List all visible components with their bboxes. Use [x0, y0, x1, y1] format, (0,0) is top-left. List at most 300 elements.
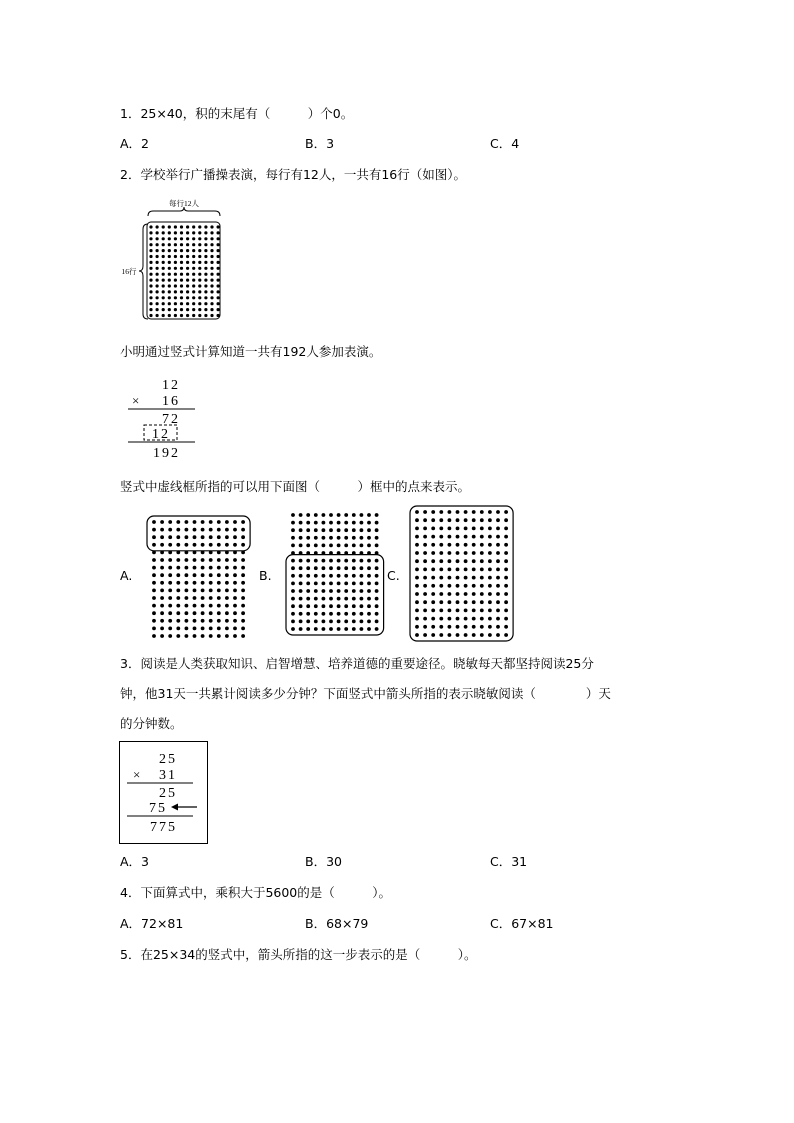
dot: [299, 521, 303, 525]
dot: [168, 611, 172, 615]
dot: [193, 581, 197, 585]
dot: [217, 535, 221, 539]
dot: [152, 596, 156, 600]
dot: [152, 566, 156, 570]
dot: [241, 634, 245, 638]
dot: [448, 535, 452, 539]
q1-option-c: C．4: [490, 136, 520, 151]
dot: [337, 559, 341, 563]
dot: [375, 574, 379, 578]
dot: [464, 535, 468, 539]
dot: [225, 604, 229, 608]
dot: [375, 620, 379, 624]
dot: [176, 596, 180, 600]
dot: [168, 255, 171, 258]
dot: [186, 249, 189, 252]
dot: [299, 513, 303, 517]
dot: [367, 589, 371, 593]
dot: [174, 267, 177, 270]
dot: [176, 589, 180, 593]
dot: [174, 284, 177, 287]
highlight-box: [410, 506, 513, 641]
dot: [360, 536, 364, 540]
dot: [504, 568, 508, 572]
dot: [201, 573, 205, 577]
dot: [352, 589, 356, 593]
dot: [360, 521, 364, 525]
dot: [472, 518, 476, 522]
dot: [233, 634, 237, 638]
dot: [152, 535, 156, 539]
dot: [174, 243, 177, 246]
dot: [360, 582, 364, 586]
dot: [193, 520, 197, 524]
dot: [344, 544, 348, 548]
dot: [160, 581, 164, 585]
dot: [329, 559, 333, 563]
dot: [423, 592, 427, 596]
dot: [329, 528, 333, 532]
dot: [496, 633, 500, 637]
dot: [360, 544, 364, 548]
dot: [488, 633, 492, 637]
dot: [360, 528, 364, 532]
dot: [375, 536, 379, 540]
dot: [329, 620, 333, 624]
arith-partial-1: 25: [159, 786, 177, 801]
dot: [439, 600, 443, 604]
dot: [299, 559, 303, 563]
dot: [496, 617, 500, 621]
dot: [168, 558, 172, 562]
dot: [201, 604, 205, 608]
dot: [217, 267, 220, 270]
dot: [367, 544, 371, 548]
dot: [168, 634, 172, 638]
dot: [185, 581, 189, 585]
dot: [480, 617, 484, 621]
dot: [439, 527, 443, 531]
dot: [225, 589, 229, 593]
dot: [306, 627, 310, 631]
dot: [480, 551, 484, 555]
dot: [185, 619, 189, 623]
q1-option-b: B．3: [305, 136, 335, 151]
dot: [488, 551, 492, 555]
dot: [149, 231, 152, 234]
dot: [210, 308, 213, 311]
dot: [217, 573, 221, 577]
dot: [480, 510, 484, 514]
dot: [423, 625, 427, 629]
dot: [210, 279, 213, 282]
dot: [415, 609, 419, 613]
dot: [504, 559, 508, 563]
dot: [431, 568, 435, 572]
dot: [233, 611, 237, 615]
dot: [352, 604, 356, 608]
q2-choice-b-figure: [284, 507, 388, 637]
dot: [149, 273, 152, 276]
dot: [204, 314, 207, 317]
dot: [464, 592, 468, 596]
dot: [504, 576, 508, 580]
dot: [344, 528, 348, 532]
dot: [193, 535, 197, 539]
dot: [162, 290, 165, 293]
dot: [185, 566, 189, 570]
dot: [168, 284, 171, 287]
dot: [160, 573, 164, 577]
dot: [156, 290, 159, 293]
dot: [204, 290, 207, 293]
dot: [488, 625, 492, 629]
dot: [423, 633, 427, 637]
dot: [344, 620, 348, 624]
dot: [472, 584, 476, 588]
dot: [192, 279, 195, 282]
dot: [217, 284, 220, 287]
dot: [198, 308, 201, 311]
dot: [192, 308, 195, 311]
dot: [152, 520, 156, 524]
dot: [352, 574, 356, 578]
q4-option-a: A．72×81: [120, 916, 184, 931]
dot: [375, 528, 379, 532]
dot: [344, 559, 348, 563]
dot: [456, 535, 460, 539]
dot: [149, 314, 152, 317]
arith-result: 775: [150, 820, 177, 835]
dot: [198, 243, 201, 246]
dot: [198, 267, 201, 270]
dot: [464, 527, 468, 531]
q3-vertical-multiplication: [119, 741, 209, 849]
dot: [439, 510, 443, 514]
dot: [174, 290, 177, 293]
dot: [174, 237, 177, 240]
dot: [241, 573, 245, 577]
dot: [176, 634, 180, 638]
dot: [210, 290, 213, 293]
dot: [480, 609, 484, 613]
dot: [152, 589, 156, 593]
dot: [337, 582, 341, 586]
dot: [225, 611, 229, 615]
dot: [431, 592, 435, 596]
q2-choice-a-figure: [145, 512, 253, 642]
q2-stem: 2．学校举行广播操表演，每行有12人，一共有16行（如图）。: [120, 167, 467, 182]
dot: [415, 518, 419, 522]
dot: [241, 627, 245, 631]
dot: [415, 600, 419, 604]
dot: [291, 627, 295, 631]
q3-option-b: B．30: [305, 854, 342, 869]
dot: [306, 513, 310, 517]
dot: [472, 510, 476, 514]
dot: [496, 592, 500, 596]
dot: [225, 543, 229, 547]
dot: [156, 302, 159, 305]
dot: [192, 302, 195, 305]
dot: [168, 290, 171, 293]
dot: [209, 619, 213, 623]
dot: [299, 597, 303, 601]
dot: [504, 535, 508, 539]
dot: [198, 249, 201, 252]
dot: [192, 243, 195, 246]
dot: [314, 604, 318, 608]
dot: [156, 249, 159, 252]
dot: [168, 520, 172, 524]
dot: [198, 302, 201, 305]
dot: [186, 314, 189, 317]
dot: [185, 589, 189, 593]
dot: [352, 544, 356, 548]
dot: [180, 225, 183, 228]
dot: [149, 243, 152, 246]
dot: [174, 302, 177, 305]
dot: [176, 604, 180, 608]
dot: [344, 582, 348, 586]
top-brace: [148, 207, 220, 216]
dot: [464, 609, 468, 613]
dot: [209, 566, 213, 570]
dot: [162, 249, 165, 252]
dot: [448, 543, 452, 547]
dot: [210, 225, 213, 228]
dot: [241, 566, 245, 570]
dot: [241, 619, 245, 623]
dot: [322, 559, 326, 563]
dot: [480, 559, 484, 563]
dot: [156, 273, 159, 276]
dot: [209, 604, 213, 608]
dot: [217, 279, 220, 282]
dot: [423, 510, 427, 514]
dot: [168, 267, 171, 270]
dot: [168, 237, 171, 240]
dot: [456, 510, 460, 514]
dot: [193, 627, 197, 631]
dot: [431, 633, 435, 637]
dot: [504, 510, 508, 514]
arith-operator: ×: [133, 767, 141, 782]
dot: [322, 574, 326, 578]
dot: [415, 527, 419, 531]
dot: [496, 568, 500, 572]
dot: [193, 558, 197, 562]
dot: [185, 596, 189, 600]
dot: [160, 596, 164, 600]
dot: [439, 543, 443, 547]
dot: [217, 302, 220, 305]
dot: [225, 520, 229, 524]
dot: [180, 308, 183, 311]
dot: [464, 551, 468, 555]
dot: [456, 527, 460, 531]
dot: [168, 296, 171, 299]
dot: [504, 592, 508, 596]
dot: [367, 566, 371, 570]
dot: [176, 581, 180, 585]
dot: [241, 558, 245, 562]
dot: [431, 535, 435, 539]
dot: [360, 627, 364, 631]
dot: [176, 520, 180, 524]
dot: [168, 302, 171, 305]
dot: [193, 528, 197, 532]
q3-line3: 的分钟数。: [120, 716, 183, 731]
dot: [360, 513, 364, 517]
dot: [291, 559, 295, 563]
dot: [488, 543, 492, 547]
dot: [233, 581, 237, 585]
dot: [480, 576, 484, 580]
dot: [456, 617, 460, 621]
arith-multiplier: 31: [159, 768, 177, 783]
dot: [162, 261, 165, 264]
dot: [241, 543, 245, 547]
dot: [299, 620, 303, 624]
dot: [329, 513, 333, 517]
dot: [168, 279, 171, 282]
dot: [464, 543, 468, 547]
dot: [198, 231, 201, 234]
dot: [233, 535, 237, 539]
dot: [337, 597, 341, 601]
dot: [344, 597, 348, 601]
dot: [472, 535, 476, 539]
dot: [192, 267, 195, 270]
dot: [156, 237, 159, 240]
dot: [160, 634, 164, 638]
dot: [352, 566, 356, 570]
dot: [168, 589, 172, 593]
dot: [360, 574, 364, 578]
dot: [439, 584, 443, 588]
dot: [367, 604, 371, 608]
dot: [291, 589, 295, 593]
dot: [204, 255, 207, 258]
dot: [156, 243, 159, 246]
dot: [210, 231, 213, 234]
dot: [149, 225, 152, 228]
dot: [464, 600, 468, 604]
dot: [180, 302, 183, 305]
dot: [456, 633, 460, 637]
dot: [156, 284, 159, 287]
dot: [423, 543, 427, 547]
dot: [322, 597, 326, 601]
dot: [156, 261, 159, 264]
dot: [241, 520, 245, 524]
dot: [456, 625, 460, 629]
dot: [488, 568, 492, 572]
dot: [344, 536, 348, 540]
dot: [456, 609, 460, 613]
dot: [344, 589, 348, 593]
dot: [217, 611, 221, 615]
dot: [233, 528, 237, 532]
dot: [314, 566, 318, 570]
dot: [217, 314, 220, 317]
dot: [488, 609, 492, 613]
dot: [480, 625, 484, 629]
dot: [233, 520, 237, 524]
dot: [201, 581, 205, 585]
dot: [168, 543, 172, 547]
dot: [156, 314, 159, 317]
dot: [217, 296, 220, 299]
dot: [367, 620, 371, 624]
dot: [488, 518, 492, 522]
dot: [299, 566, 303, 570]
dot: [152, 573, 156, 577]
dot: [176, 573, 180, 577]
dot: [174, 314, 177, 317]
dot: [344, 604, 348, 608]
dot: [168, 596, 172, 600]
dot: [217, 520, 221, 524]
q3-option-c: C．31: [490, 854, 528, 869]
dot: [186, 255, 189, 258]
dot: [431, 518, 435, 522]
dot: [448, 633, 452, 637]
dot: [360, 597, 364, 601]
dot: [456, 600, 460, 604]
dot: [423, 576, 427, 580]
dot: [367, 582, 371, 586]
dot: [306, 589, 310, 593]
dot: [225, 627, 229, 631]
dot: [291, 582, 295, 586]
dot: [344, 612, 348, 616]
dot: [314, 597, 318, 601]
dot: [360, 589, 364, 593]
dot: [488, 527, 492, 531]
dot: [480, 527, 484, 531]
dot: [186, 290, 189, 293]
dot: [329, 521, 333, 525]
dot: [233, 573, 237, 577]
dot: [423, 518, 427, 522]
dot: [198, 273, 201, 276]
dot: [367, 574, 371, 578]
dot: [337, 574, 341, 578]
dot: [306, 536, 310, 540]
dot: [431, 617, 435, 621]
dot: [504, 543, 508, 547]
dot: [360, 612, 364, 616]
dot: [456, 518, 460, 522]
dot: [192, 314, 195, 317]
dot: [198, 225, 201, 228]
dot: [156, 231, 159, 234]
dot: [185, 634, 189, 638]
dot: [198, 255, 201, 258]
dot: [209, 543, 213, 547]
dot: [488, 592, 492, 596]
dot: [209, 520, 213, 524]
dot: [480, 633, 484, 637]
q2-dot-figure: [118, 196, 228, 324]
dot: [160, 589, 164, 593]
dot: [149, 284, 152, 287]
dot: [448, 527, 452, 531]
dot: [375, 513, 379, 517]
dot: [299, 544, 303, 548]
